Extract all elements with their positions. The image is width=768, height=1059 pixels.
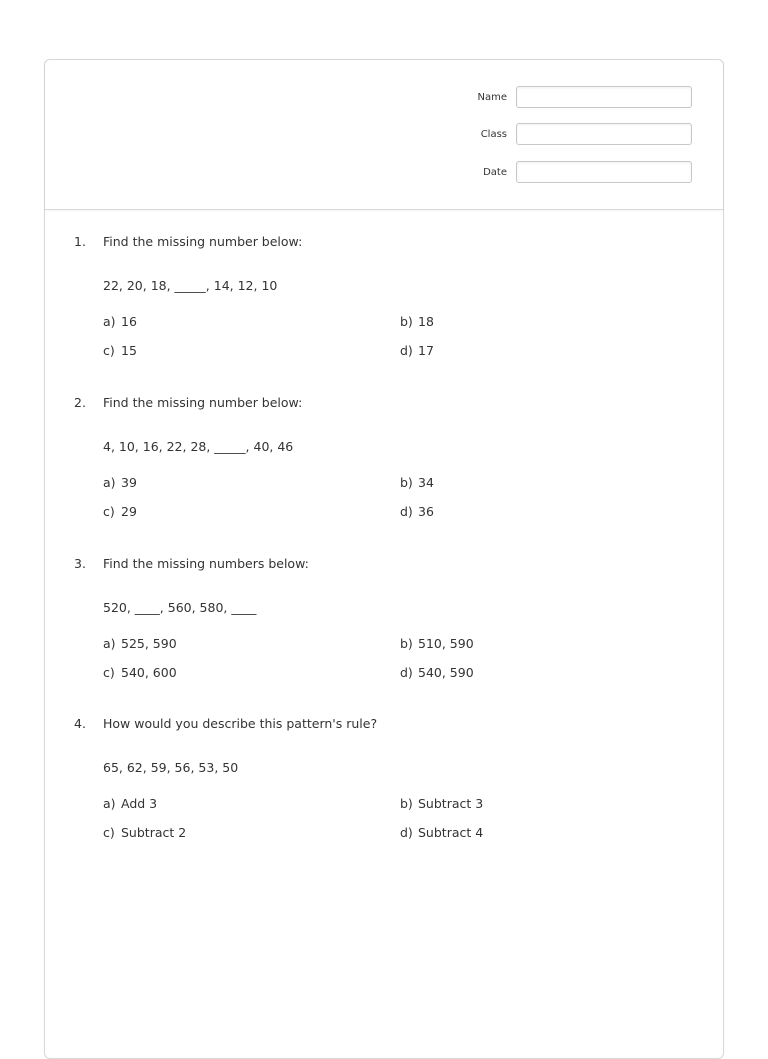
question-4 [74,714,694,842]
date-label: Date [483,166,507,178]
option-c[interactable] [103,502,137,520]
option-a[interactable] [103,473,137,491]
option-d[interactable] [400,663,474,681]
question-prompt: Find the missing number below: [103,233,303,249]
option-text: Add 3 [121,795,158,811]
option-text: Subtract 4 [418,824,484,840]
option-text: 39 [121,474,137,490]
option-text: 36 [418,503,434,519]
option-a[interactable] [103,312,137,330]
option-letter: a) [103,795,116,811]
option-text: 510, 590 [418,635,474,651]
worksheet-header [45,60,723,210]
option-letter: b) [400,474,413,490]
question-number: 4. [74,715,86,731]
option-c[interactable] [103,823,186,841]
answer-options [103,794,694,842]
option-text: 29 [121,503,137,519]
question-sequence: 520, ____, 560, 580, ____ [103,599,257,615]
option-letter: b) [400,313,413,329]
option-letter: a) [103,474,116,490]
option-letter: c) [103,664,115,680]
question-number: 1. [74,233,86,249]
name-row [456,86,692,108]
answer-options [103,634,694,682]
option-text: Subtract 3 [418,795,484,811]
option-text: 540, 590 [418,664,474,680]
question-sequence: 4, 10, 16, 22, 28, _____, 40, 46 [103,438,294,454]
question-sequence: 22, 20, 18, _____, 14, 12, 10 [103,277,278,293]
option-text: Subtract 2 [121,824,187,840]
option-text: 525, 590 [121,635,177,651]
option-letter: c) [103,824,115,840]
option-letter: b) [400,635,413,651]
question-prompt: Find the missing number below: [103,394,303,410]
option-text: 16 [121,313,137,329]
option-a[interactable] [103,794,157,812]
question-2 [74,393,694,521]
option-letter: d) [400,503,413,519]
option-letter: b) [400,795,413,811]
option-letter: c) [103,342,115,358]
option-text: 15 [121,342,137,358]
option-d[interactable] [400,823,483,841]
option-c[interactable] [103,663,177,681]
question-3 [74,554,694,682]
date-field[interactable] [516,161,692,183]
option-letter: a) [103,313,116,329]
option-b[interactable] [400,312,434,330]
class-row [456,123,692,145]
worksheet [44,59,724,1059]
question-1 [74,232,694,360]
option-d[interactable] [400,502,434,520]
option-letter: d) [400,664,413,680]
date-row [456,161,692,183]
option-letter: c) [103,503,115,519]
option-a[interactable] [103,634,177,652]
option-letter: d) [400,342,413,358]
option-text: 34 [418,474,434,490]
option-d[interactable] [400,341,434,359]
option-b[interactable] [400,794,483,812]
question-prompt: How would you describe this pattern's rule? [103,715,378,731]
option-b[interactable] [400,473,434,491]
name-label: Name [477,91,507,103]
question-prompt: Find the missing numbers below: [103,555,309,571]
option-letter: a) [103,635,116,651]
option-text: 17 [418,342,434,358]
answer-options [103,473,694,521]
answer-options [103,312,694,360]
question-sequence: 65, 62, 59, 56, 53, 50 [103,759,239,775]
option-c[interactable] [103,341,137,359]
question-number: 3. [74,555,86,571]
option-text: 540, 600 [121,664,177,680]
option-b[interactable] [400,634,474,652]
class-label: Class [480,128,507,140]
question-number: 2. [74,394,86,410]
option-letter: d) [400,824,413,840]
name-field[interactable] [516,86,692,108]
option-text: 18 [418,313,434,329]
class-field[interactable] [516,123,692,145]
